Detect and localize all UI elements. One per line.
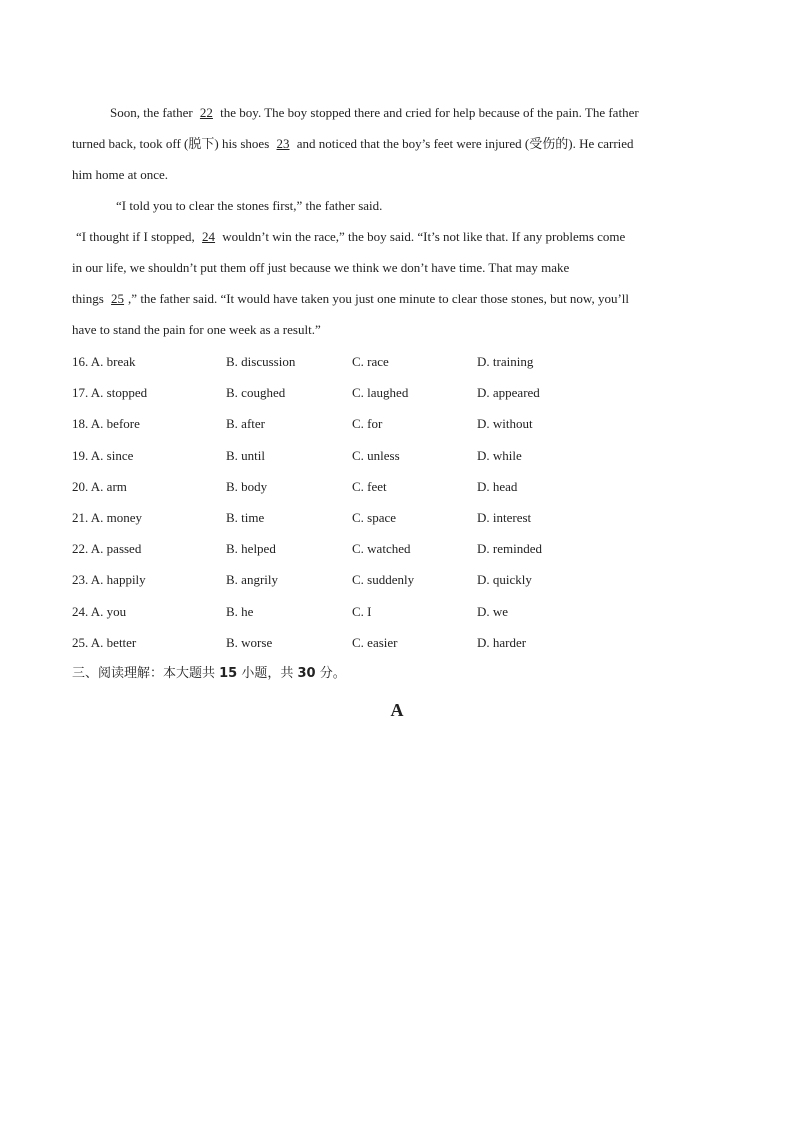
option-a: 23. A. happily — [72, 572, 146, 588]
option-b: B. body — [226, 478, 268, 494]
option-c: C. space — [352, 509, 397, 525]
paragraph-line — [72, 97, 724, 128]
option-c: C. race — [352, 354, 389, 369]
text-run: the boy. The boy stopped there and cried for help because of the pain. The father — [216, 105, 639, 120]
option-c: C. for — [352, 416, 383, 432]
option-d: D. without — [477, 416, 533, 432]
option-c: C. suddenly — [352, 572, 415, 588]
option-c: C. watched — [352, 541, 411, 557]
text-run: wouldn’t win the race,” the boy said. “It’s not like that. If any problems come — [219, 229, 626, 244]
option-c: C. I — [352, 603, 372, 619]
option-b: B. until — [226, 447, 266, 463]
section-score: 30 — [297, 666, 316, 681]
option-d: D. while — [477, 447, 522, 463]
option-a: 16. A. break — [72, 354, 136, 369]
text-run: and noticed that the boy’s feet were injured (受伤的). He carried — [293, 136, 634, 151]
option-b: B. after — [226, 416, 265, 432]
paragraph-line — [76, 221, 724, 252]
paragraph-line: him home at once. — [72, 167, 169, 182]
option-d: D. we — [477, 603, 509, 619]
blank-25: 25 — [111, 291, 125, 306]
text-run: things — [72, 291, 108, 306]
passage-label: A — [390, 700, 404, 720]
section-heading — [72, 662, 346, 686]
blank-24: 24 — [202, 229, 216, 244]
option-d: D. head — [477, 478, 518, 494]
option-d: D. interest — [477, 509, 532, 525]
option-d: D. appeared — [477, 385, 540, 401]
option-c: C. feet — [352, 478, 387, 494]
paragraph-3 — [72, 221, 724, 345]
paragraph-line — [72, 128, 724, 159]
option-c: C. easier — [352, 634, 398, 650]
text-run: Soon, the father — [110, 105, 196, 120]
blank-22: 22 — [199, 105, 213, 120]
option-a: 25. A. better — [72, 634, 137, 650]
option-d: D. quickly — [477, 572, 532, 588]
option-a: 21. A. money — [72, 509, 143, 525]
paragraph-line: “I told you to clear the stones first,” the father said. — [116, 198, 383, 213]
option-d: D. reminded — [477, 541, 542, 557]
option-a: 20. A. arm — [72, 478, 127, 494]
option-a: 18. A. before — [72, 416, 140, 432]
text-run: “I thought if I stopped, — [76, 229, 199, 244]
option-b: B. angrily — [226, 572, 278, 588]
paragraph-1 — [72, 97, 724, 190]
paragraph-line — [72, 283, 724, 314]
section-text: 分。 — [315, 666, 346, 681]
option-d: D. training — [477, 354, 534, 369]
paragraph-line: have to stand the pain for one week as a result.” — [72, 322, 321, 337]
option-b: B. worse — [226, 634, 273, 650]
section-text: 小题，共 — [237, 666, 298, 681]
option-a: 22. A. passed — [72, 541, 142, 557]
blank-23: 23 — [276, 136, 290, 151]
option-c: C. unless — [352, 447, 400, 463]
paragraph-2 — [72, 190, 724, 221]
section-text: 三、阅读理解：本大题共 — [72, 666, 220, 681]
option-a: 19. A. since — [72, 447, 134, 463]
option-b: B. helped — [226, 541, 276, 557]
text-run: ,” the father said. “It would have taken you just one minute to clear those stones, but now, you’ll — [128, 291, 630, 306]
option-b: B. discussion — [226, 354, 296, 369]
option-d: D. harder — [477, 634, 527, 650]
paragraph-line: in our life, we shouldn’t put them off just because we think we don’t have time. That may make — [72, 260, 570, 275]
text-run: turned back, took off (脱下) his shoes — [72, 136, 273, 151]
option-b: B. he — [226, 603, 254, 619]
section-count: 15 — [219, 666, 238, 681]
option-a: 17. A. stopped — [72, 385, 148, 401]
option-a: 24. A. you — [72, 603, 127, 619]
option-b: B. coughed — [226, 385, 286, 401]
option-b: B. time — [226, 509, 265, 525]
option-c: C. laughed — [352, 385, 409, 401]
